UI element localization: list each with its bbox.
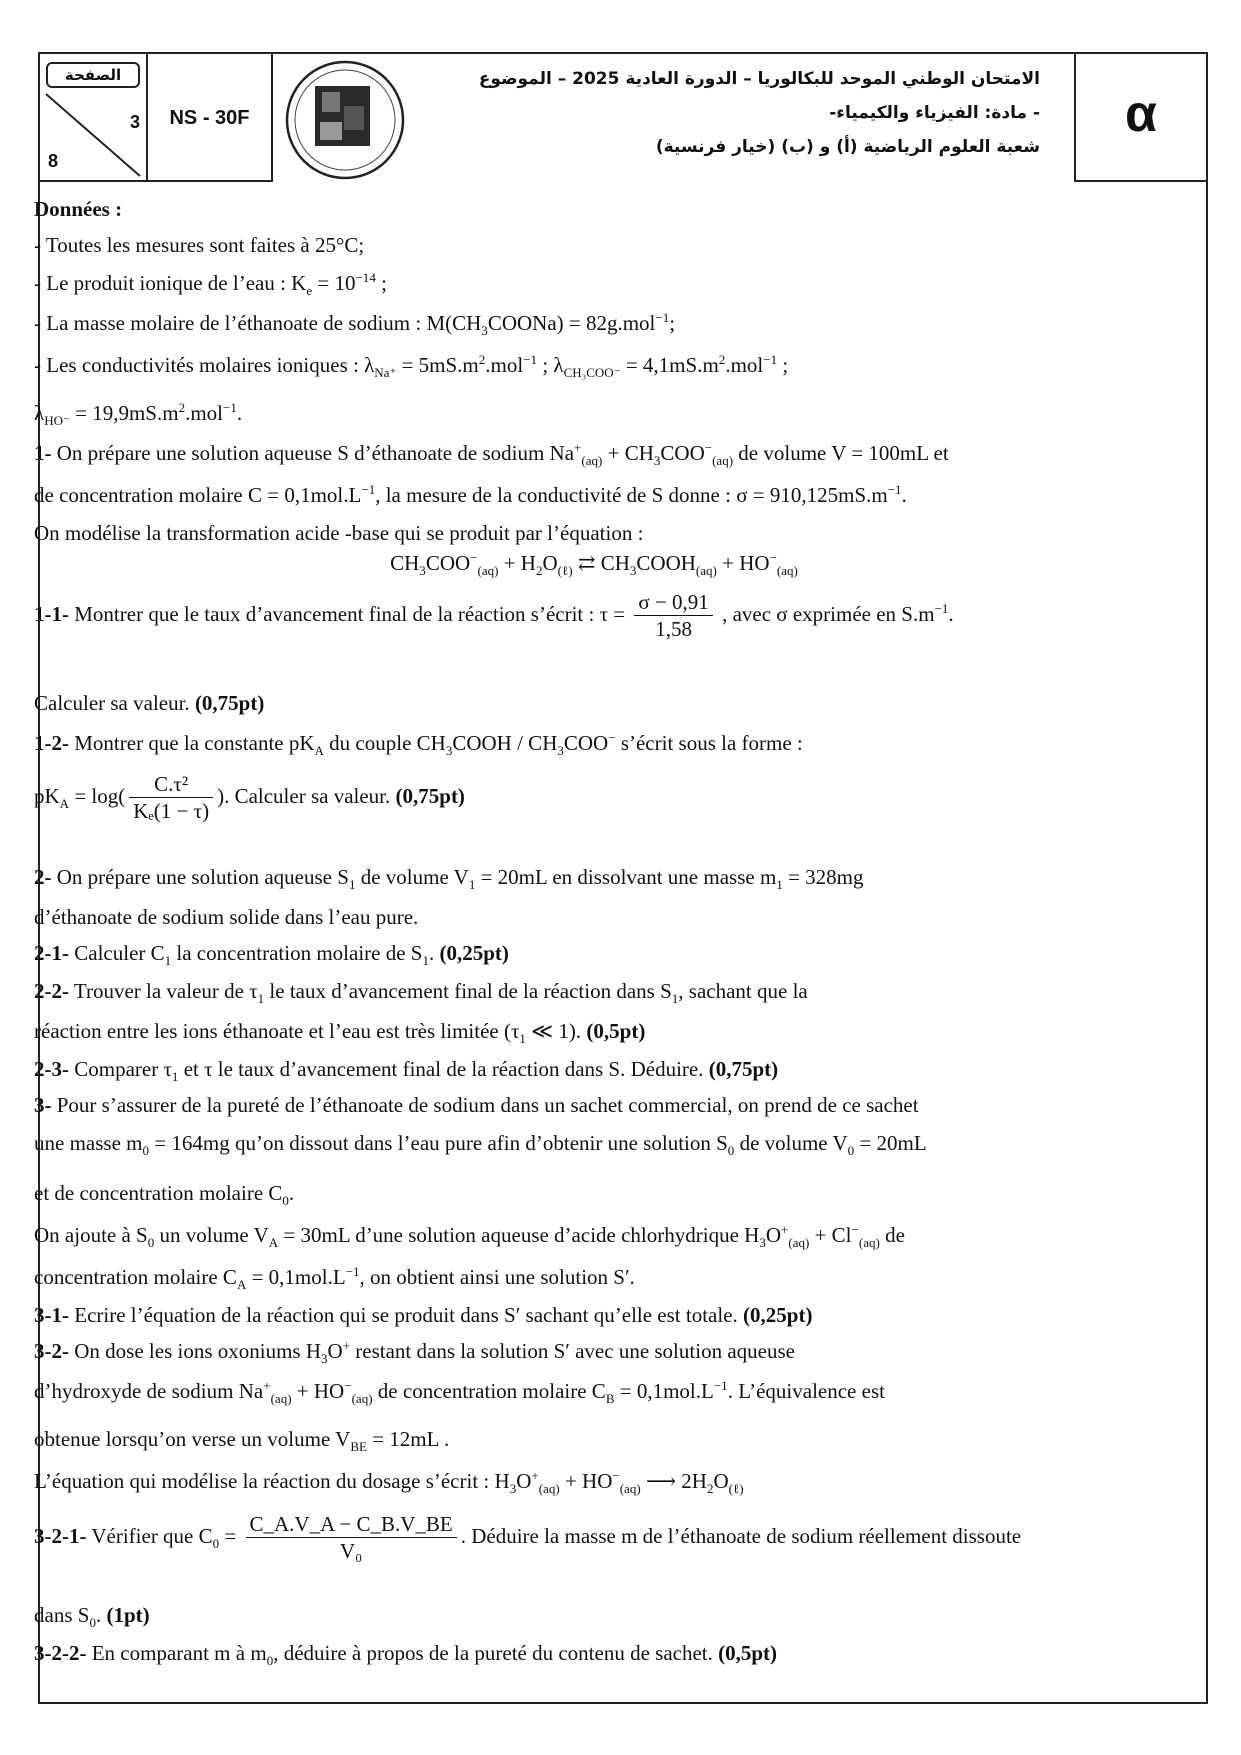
- question-3-line-2: une masse $m_0 = 164mg$ qu’on dissout dans l’eau pure afin d’obtenir une solution $S_0$ de volume $V_0 = 20mL$: [34, 1131, 927, 1159]
- official-seal-icon: [280, 56, 410, 184]
- data-line-ke: - Le produit ionique de l’eau : $K_e = 10^{-14}$ ;: [34, 270, 387, 299]
- c0-fraction: $\frac{C\_A.V\_A - C\_B.V\_BE}{\text{V₀}}$: [246, 1512, 457, 1564]
- question-3-2-1-line-2: dans $S_0$. (1pt): [34, 1603, 150, 1631]
- question-3-line-3: et de concentration molaire $C_0$.: [34, 1181, 295, 1209]
- page-current: 3: [129, 112, 140, 132]
- question-2-1: 2-1- Calculer $C_1$ la concentration molaire de $S_1$. (0,25pt): [34, 941, 509, 969]
- question-2: 2- On prépare une solution aqueuse $S_1$ de volume $V_1 = 20mL$ en dissolvant une masse $m_1 = 328mg$: [34, 865, 864, 893]
- question-2-2-line-2: réaction entre les ions éthanoate et l’eau est très limitée ($\tau_1$ ≪ 1). (0,5pt): [34, 1019, 646, 1047]
- data-line-temperature: - Toutes les mesures sont faites à 25°C;: [34, 233, 365, 257]
- page-number-box: [40, 54, 148, 182]
- question-3-line-4: On ajoute à $S_0$ un volume $V_A = 30mL$ d’une solution aqueuse d’acide chlorhydrique $H_3O^+_{(aq)} + Cl^-_{(aq)}$ de: [34, 1222, 905, 1251]
- question-1: 1- On prépare une solution aqueuse S d’éthanoate de sodium $Na^+_{(aq)} + CH_3COO^-_{(aq)}$ de volume V = 100mL et: [34, 440, 949, 469]
- question-2-3: 2-3- Comparer $\tau_1$ et τ le taux d’avancement final de la réaction dans S. Déduire. (0,75pt): [34, 1057, 779, 1085]
- question-3-2: 3-2- On dose les ions oxoniums $H_3O^+$ restant dans la solution S′ avec une solution aqueuse: [34, 1338, 795, 1367]
- pka-formula: $pK_A = \log$( $\frac{\text{C.τ²}}{\text{Kₑ(1 − τ)}}$ ). Calculer sa valeur. (0,75pt): [34, 772, 465, 824]
- question-3-2-line-3: obtenue lorsqu’on verse un volume $V_{BE} = 12mL$ .: [34, 1427, 450, 1455]
- data-line-conductivities: - Les conductivités molaires ioniques : $\lambda_{Na^+} = 5mS.m^2.mol^{-1}$ ; $\lambda_{CH_3COO^-} = 4,1mS.m^2.mol^{-1}$ ;: [34, 352, 789, 381]
- question-1-line-3: On modélise la transformation acide -base qui se produit par l’équation :: [34, 521, 644, 545]
- question-1-line-2: de concentration molaire $C = 0,1mol.L^{-1}$, la mesure de la conductivité de S donne : $\sigma = 910,125mS.m^{-1}$.: [34, 482, 907, 507]
- question-3-2-1: 3-2-1- Vérifier que $C_0$ = $\frac{C\_A.V\_A - C\_B.V\_BE}{\text{V₀}}$ . Déduire la masse m de l’éthanoate de sodium réellement dissoute: [34, 1512, 1022, 1564]
- donnees-heading: Données :: [34, 197, 123, 221]
- reaction-equation: $CH_3COO^-_{(aq)} + H_2O_{(\ell)}$ ⇄ $CH_3COOH_{(aq)} + HO^-_{(aq)}$: [390, 550, 798, 579]
- question-1-1-line-2: Calculer sa valeur. (0,75pt): [34, 691, 265, 715]
- question-3-2-2: 3-2-2- En comparant m à $m_0$, déduire à propos de la pureté du contenu de sachet. (0,5pt): [34, 1641, 778, 1669]
- question-1-2: 1-2- Montrer que la constante $pK_A$ du couple $CH_3COOH / CH_3COO^-$ s’écrit sous la forme :: [34, 730, 803, 759]
- data-line-molar-mass: - La masse molaire de l’éthanoate de sodium : $M(CH_3COONa) = 82g.mol^{-1}$;: [34, 310, 676, 339]
- pka-fraction: $\frac{\text{C.τ²}}{\text{Kₑ(1 − τ)}}$: [129, 772, 213, 824]
- exam-header: [40, 54, 1206, 184]
- page-total: 8: [48, 151, 59, 171]
- question-3-1: 3-1- Ecrire l’équation de la réaction qui se produit dans S′ sachant qu’elle est totale. (0,25pt): [34, 1303, 813, 1327]
- question-2-2: 2-2- Trouver la valeur de $\tau_1$ le taux d’avancement final de la réaction dans $S_1$, sachant que la: [34, 979, 808, 1007]
- exam-title-arabic: [420, 62, 1040, 180]
- question-3-2-line-2: d’hydroxyde de sodium $Na^+_{(aq)} + HO^-_{(aq)}$ de concentration molaire $C_B = 0,1mol.L^{-1}$. L’équivalence est: [34, 1378, 885, 1407]
- exam-title: الامتحان الوطني الموحد للبكالوريا – الدورة العادية 2025 – الموضوع: [478, 69, 1040, 89]
- data-line-lambda-ho: $\lambda_{HO^-} = 19,9mS.m^2.mol^{-1}$.: [34, 400, 243, 429]
- tau-fraction: $\frac{\sigma - 0,91}{1,58}$: [634, 590, 712, 642]
- question-1-1: 1-1- Montrer que le taux d’avancement final de la réaction s’écrit : τ = $\frac{\sigma - 0,91}{1,58}$ , avec σ exprimée en $S.m^{-1}$.: [34, 590, 954, 642]
- exam-subject: - مادة: الفيزياء والكيمياء-: [829, 103, 1040, 123]
- titration-equation: L’équation qui modélise la réaction du dosage s’écrit : $H_3O^+_{(aq)} + HO^-_{(aq)}$ ⟶ $2H_2O_{(\ell)}$: [34, 1468, 744, 1497]
- exam-code: NS - 30F: [148, 54, 273, 182]
- question-3: 3- Pour s’assurer de la pureté de l’éthanoate de sodium dans un sachet commercial, on prend de ce sachet: [34, 1093, 919, 1117]
- alpha-symbol: α: [1074, 54, 1206, 182]
- question-3-line-5: concentration molaire $C_A = 0,1mol.L^{-1}$, on obtient ainsi une solution S′.: [34, 1264, 635, 1293]
- exam-stream: شعبة العلوم الرياضية (أ) و (ب) (خيار فرنسية): [655, 137, 1040, 157]
- question-2-line-2: d’éthanoate de sodium solide dans l’eau pure.: [34, 905, 419, 929]
- page-label: الصفحة: [46, 62, 140, 88]
